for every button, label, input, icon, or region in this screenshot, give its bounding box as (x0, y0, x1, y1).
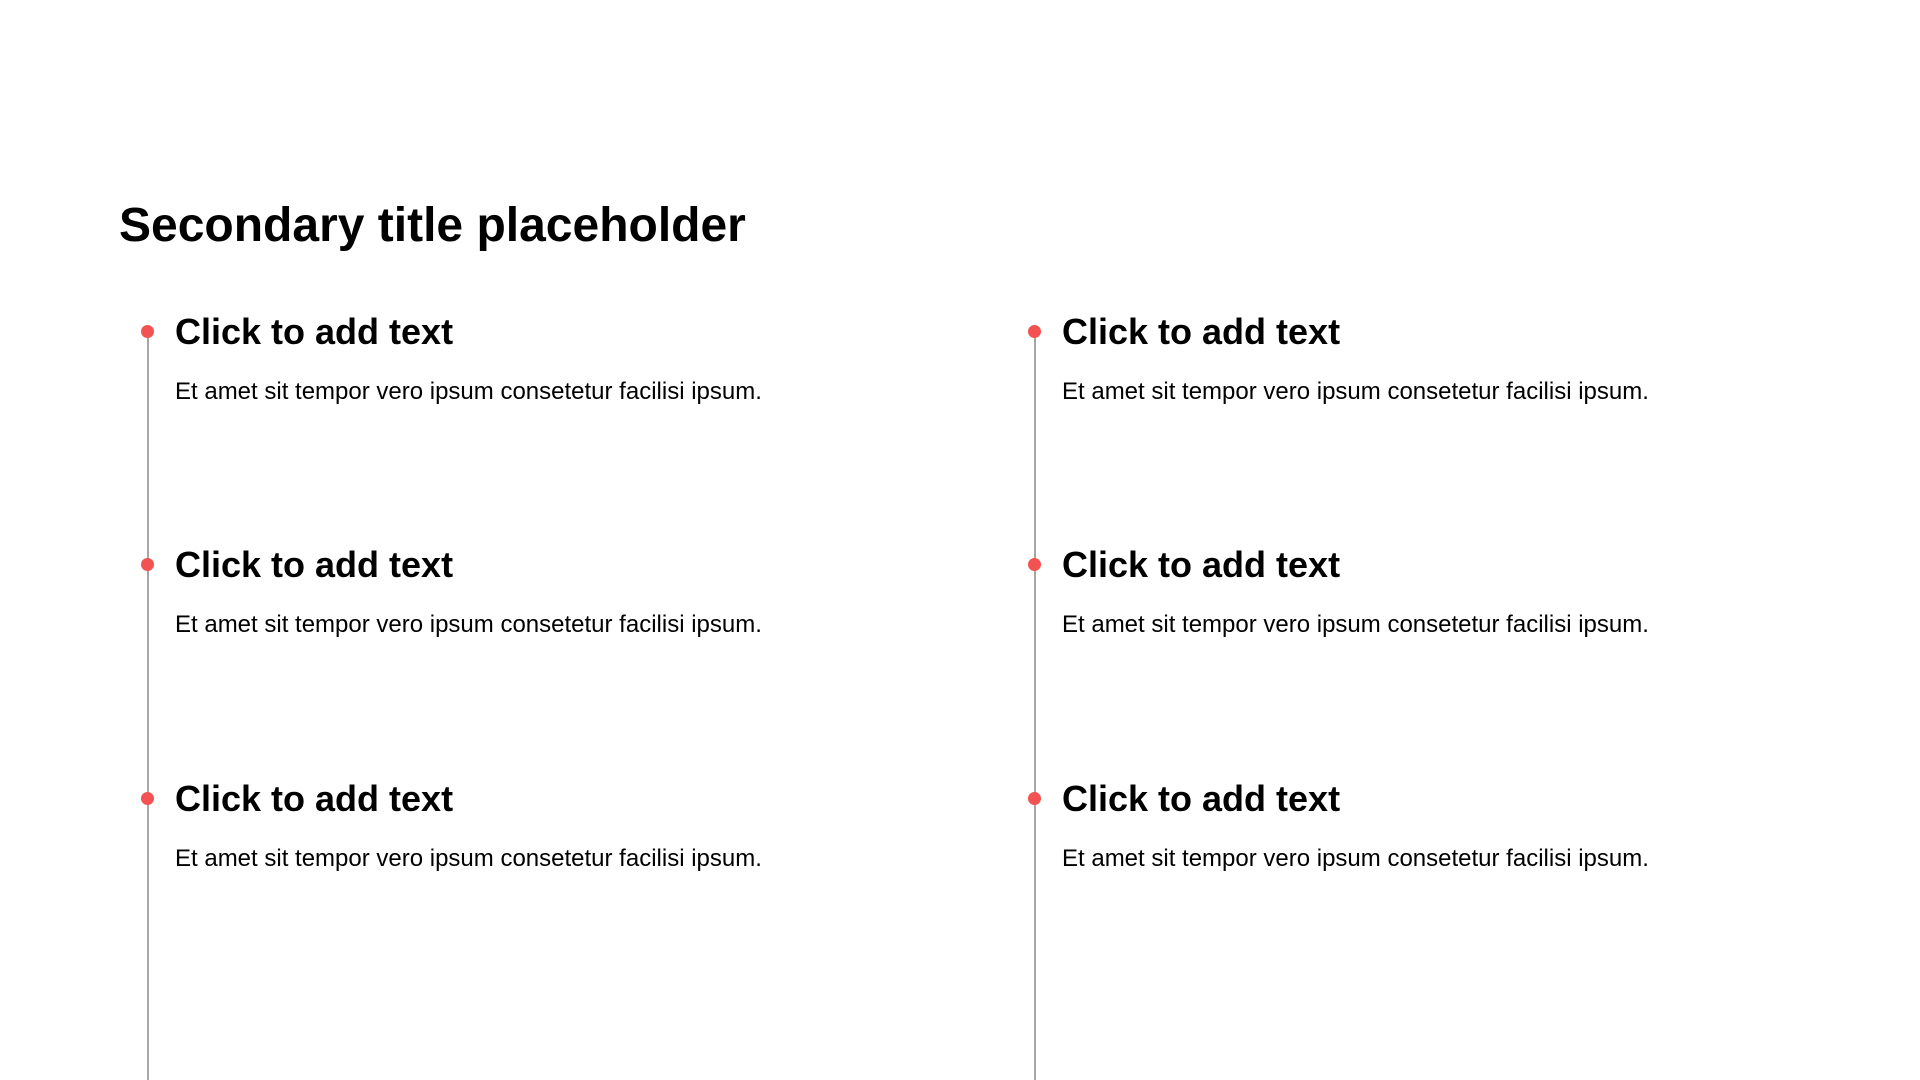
item-body[interactable]: Et amet sit tempor vero ipsum consetetur facilisi ipsum. (175, 378, 762, 405)
item-heading[interactable]: Click to add text (1062, 778, 1341, 819)
item-heading[interactable]: Click to add text (175, 544, 454, 585)
timeline-dot-icon (1028, 792, 1041, 805)
item-heading[interactable]: Click to add text (175, 778, 454, 819)
timeline-dot-icon (141, 558, 154, 571)
slide-title[interactable]: Secondary title placeholder (119, 199, 746, 252)
timeline-dot-icon (141, 325, 154, 338)
item-heading[interactable]: Click to add text (1062, 311, 1341, 352)
item-body[interactable]: Et amet sit tempor vero ipsum consetetur facilisi ipsum. (175, 611, 762, 638)
timeline-line (147, 332, 149, 1080)
timeline-line (1034, 332, 1036, 1080)
timeline-dot-icon (1028, 558, 1041, 571)
item-heading[interactable]: Click to add text (175, 311, 454, 352)
item-body[interactable]: Et amet sit tempor vero ipsum consetetur facilisi ipsum. (1062, 845, 1649, 872)
item-body[interactable]: Et amet sit tempor vero ipsum consetetur facilisi ipsum. (175, 845, 762, 872)
timeline-column-right (1007, 310, 1807, 1080)
item-heading[interactable]: Click to add text (1062, 544, 1341, 585)
item-body[interactable]: Et amet sit tempor vero ipsum consetetur facilisi ipsum. (1062, 378, 1649, 405)
item-body[interactable]: Et amet sit tempor vero ipsum consetetur facilisi ipsum. (1062, 611, 1649, 638)
timeline-dot-icon (141, 792, 154, 805)
timeline-column-left (120, 310, 920, 1080)
timeline-dot-icon (1028, 325, 1041, 338)
